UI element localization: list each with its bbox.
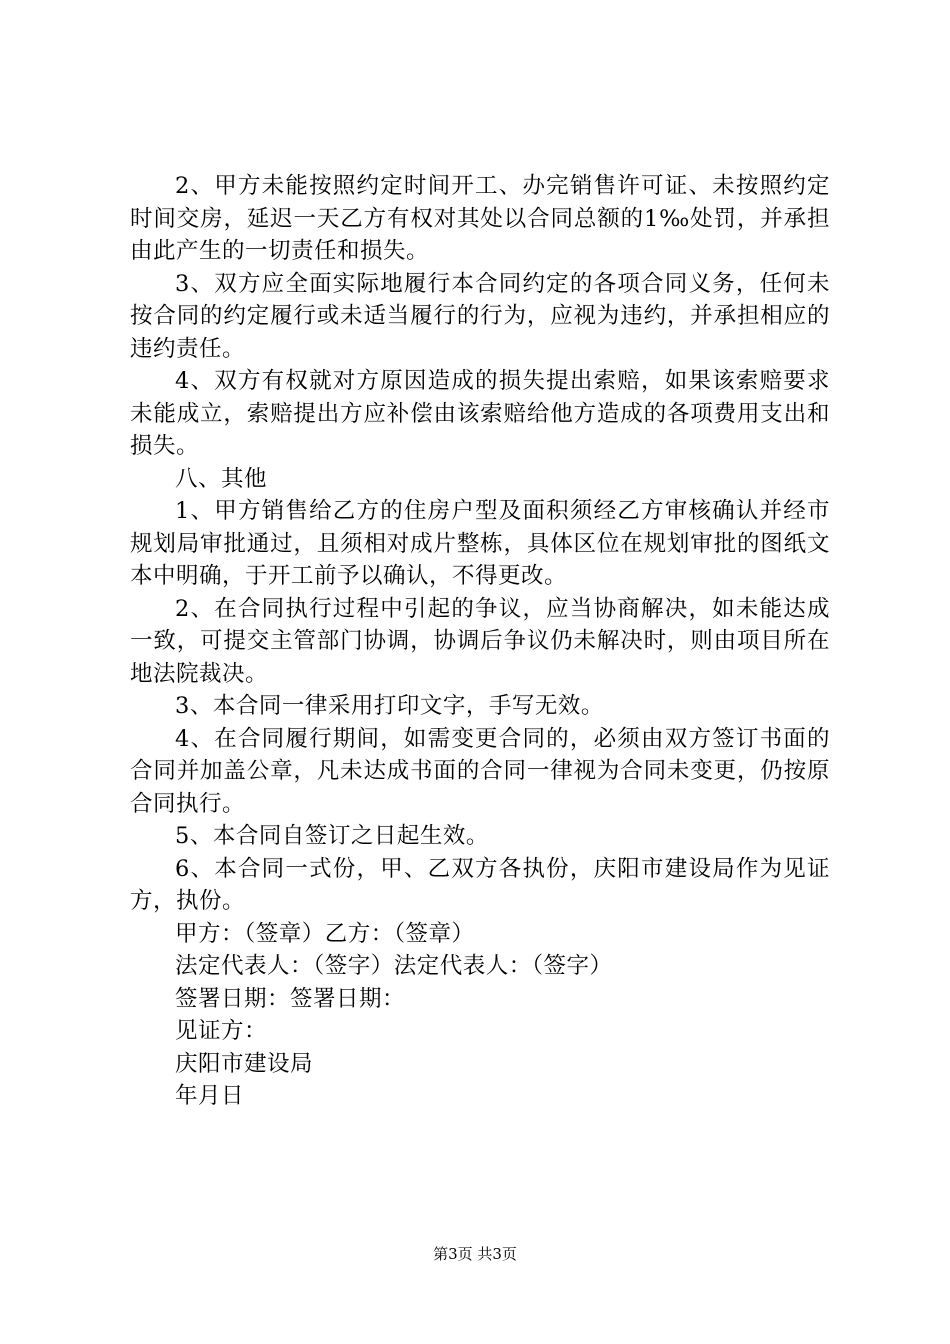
date-placeholder: 年月日: [175, 1083, 245, 1109]
signature-date-line: 签署日期：签署日期：: [175, 985, 406, 1012]
clause-7-3-breach: 3、双方应全面实际地履行本合同约定的各项合同义务，任何未按合同的约定履行或未适当履行的行为，应视为违约，并承担相应的违约责任。: [130, 270, 830, 362]
clause-7-4-claims: 4、双方有权就对方原因造成的损失提出索赔，如果该索赔要求未能成立，索赔提出方应补偿由该索赔给他方造成的各项费用支出和损失。: [130, 368, 830, 459]
clause-8-5-effective: 5、本合同自签订之日起生效。: [175, 823, 489, 849]
clause-8-2-disputes: 2、在合同执行过程中引起的争议，应当协商解决，如未能达成一致，可提交主管部门协调，协调后争议仍未解决时，则由项目所在地法院裁决。: [130, 595, 830, 687]
section-heading-other: 八、其他: [175, 465, 268, 492]
page-footer: 第3页 共3页: [433, 1245, 517, 1263]
witness-label: 见证方：: [175, 1018, 268, 1044]
witness-name: 庆阳市建设局: [175, 1050, 314, 1077]
clause-8-4-amendments: 4、在合同履行期间，如需变更合同的，必须由双方签订书面的合同并加盖公章，凡未达成书面的合同一律视为合同未变更，仍按原合同执行。: [130, 725, 830, 817]
signature-representatives-line: 法定代表人：（签字）法定代表人：（签字）: [175, 953, 613, 979]
clause-7-2-late-delivery: 2、甲方未能按照约定时间开工、办完销售许可证、未按照约定时间交房，延迟一天乙方有权对其处以合同总额的1‰处罚，并承担由此产生的一切责任和损失。: [130, 173, 830, 264]
clause-8-1-housing-type: 1、甲方销售给乙方的住房户型及面积须经乙方审核确认并经市规划局审批通过，且须相对成片整栋，具体区位在规划审批的图纸文本中明确，于开工前予以确认，不得更改。: [130, 498, 830, 589]
clause-8-3-printed-text: 3、本合同一律采用打印文字，手写无效。: [175, 693, 604, 719]
document-body: [130, 170, 830, 1113]
signature-parties-line: 甲方：（签章）乙方：（签章）: [175, 920, 475, 947]
clause-8-6-copies: 6、本合同一式份，甲、乙双方各执份，庆阳市建设局作为见证方，执份。: [130, 855, 830, 914]
signature-block: [130, 918, 830, 1113]
